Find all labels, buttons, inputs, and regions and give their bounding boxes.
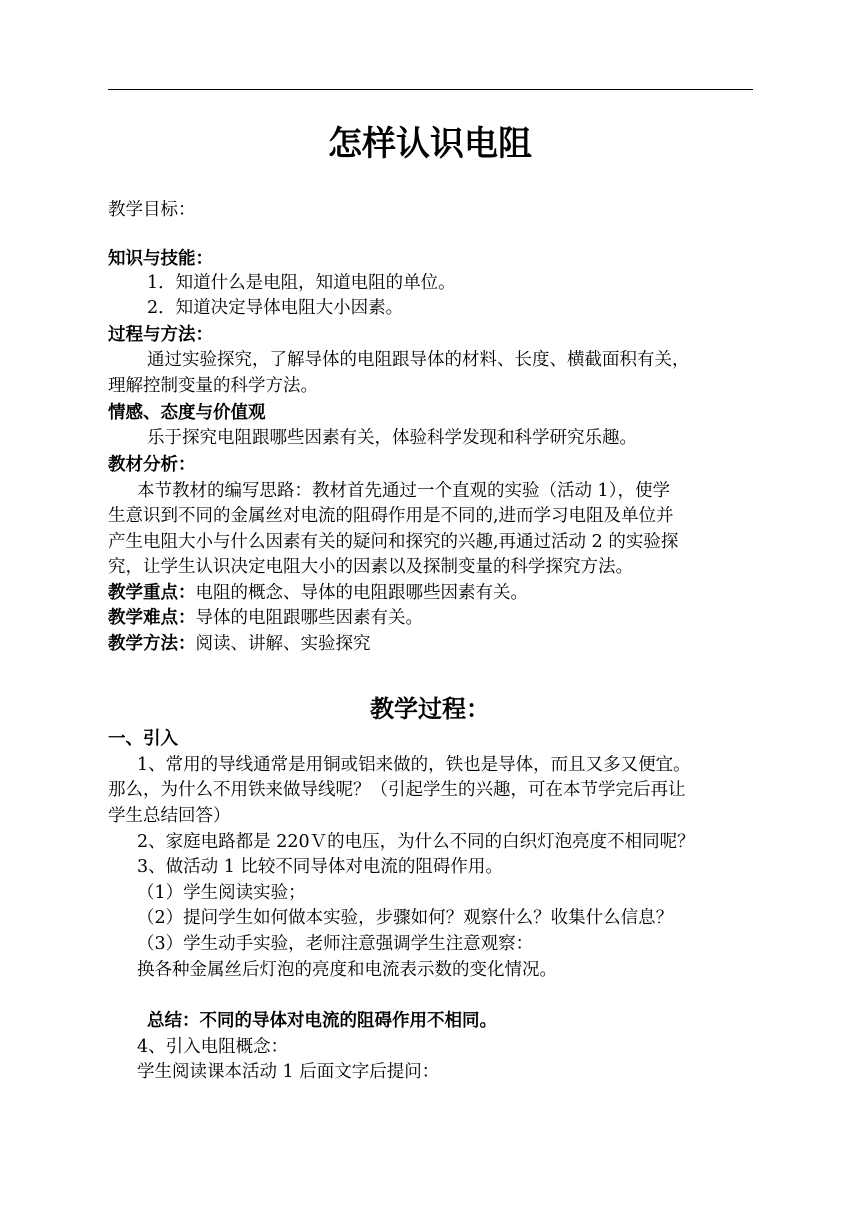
document-title: 怎样认识电阻: [328, 124, 532, 164]
process-title: 教学过程：: [370, 695, 490, 723]
analysis-line-4: 究，让学生认识决定电阻大小的因素以及探制变量的科学探究方法。: [108, 557, 633, 577]
section1-line-1: 1、常用的导线通常是用铜或铝来做的，铁也是导体，而且又多又便宜。: [137, 755, 691, 775]
goals-label: 教学目标：: [108, 200, 196, 220]
difficulty-text: 导体的电阻跟哪些因素有关。: [195, 608, 423, 628]
process-line-2: 理解控制变量的科学方法。: [108, 376, 318, 396]
section1-line-4: 2、家庭电路都是 220Ｖ的电压，为什么不同的白织灯泡亮度不相同呢？: [137, 832, 695, 852]
analysis-line-2: 生意识到不同的金属丝对电流的阻碍作用是不同的,进而学习电阻及单位并: [108, 506, 674, 526]
method-label: 教学方法：: [108, 634, 196, 654]
section1-line-10: 4、引入电阻概念：: [137, 1037, 289, 1057]
key-point-text: 电阻的概念、导体的电阻跟哪些因素有关。: [195, 583, 528, 603]
key-point-label: 教学重点：: [108, 583, 196, 603]
section1-line-8: （3）学生动手实验，老师注意强调学生注意观察：: [137, 934, 534, 954]
difficulty-label: 教学难点：: [108, 608, 196, 628]
section1-line-9: 换各种金属丝后灯泡的亮度和电流表示数的变化情况。: [137, 960, 557, 980]
section1-line-11: 学生阅读课本活动 1 后面文字后提问：: [137, 1062, 440, 1082]
knowledge-item-1: 1．知道什么是电阻，知道电阻的单位。: [147, 273, 456, 293]
summary: 总结：不同的导体对电流的阻碍作用不相同。: [147, 1011, 497, 1031]
process-line-1: 通过实验探究，了解导体的电阻跟导体的材料、长度、横截面积有关，: [147, 350, 690, 370]
analysis-line-3: 产生电阻大小与什么因素有关的疑问和探究的兴趣,再通过活动 2 的实验探: [108, 532, 679, 552]
header-rule: [108, 89, 753, 90]
attitude-heading: 情感、态度与价值观: [108, 403, 266, 423]
knowledge-item-2: 2．知道决定导体电阻大小因素。: [147, 298, 404, 318]
analysis-heading: 教材分析：: [108, 455, 196, 475]
section1-heading: 一、引入: [108, 729, 178, 749]
knowledge-heading: 知识与技能：: [108, 249, 213, 269]
section1-line-3: 学生总结回答）: [108, 806, 231, 826]
section1-line-6: （1）学生阅读实验；: [137, 883, 306, 903]
section1-line-5: 3、做活动 1 比较不同导体对电流的阻碍作用。: [137, 857, 503, 877]
key-point: [108, 580, 756, 606]
analysis-line-1: 本节教材的编写思路：教材首先通过一个直观的实验（活动 1），使学: [137, 481, 670, 501]
attitude-text: 乐于探究电阻跟哪些因素有关，体验科学发现和科学研究乐趣。: [147, 428, 637, 448]
method-text: 阅读、讲解、实验探究: [195, 634, 371, 654]
section1-line-7: （2）提问学生如何做本实验，步骤如何？观察什么？收集什么信息？: [137, 908, 674, 928]
difficulty: [108, 605, 756, 631]
method: [108, 631, 756, 657]
section1-line-2: 那么，为什么不用铁来做导线呢？（引起学生的兴趣，可在本节学完后再让: [108, 780, 686, 800]
process-heading: 过程与方法：: [108, 325, 213, 345]
